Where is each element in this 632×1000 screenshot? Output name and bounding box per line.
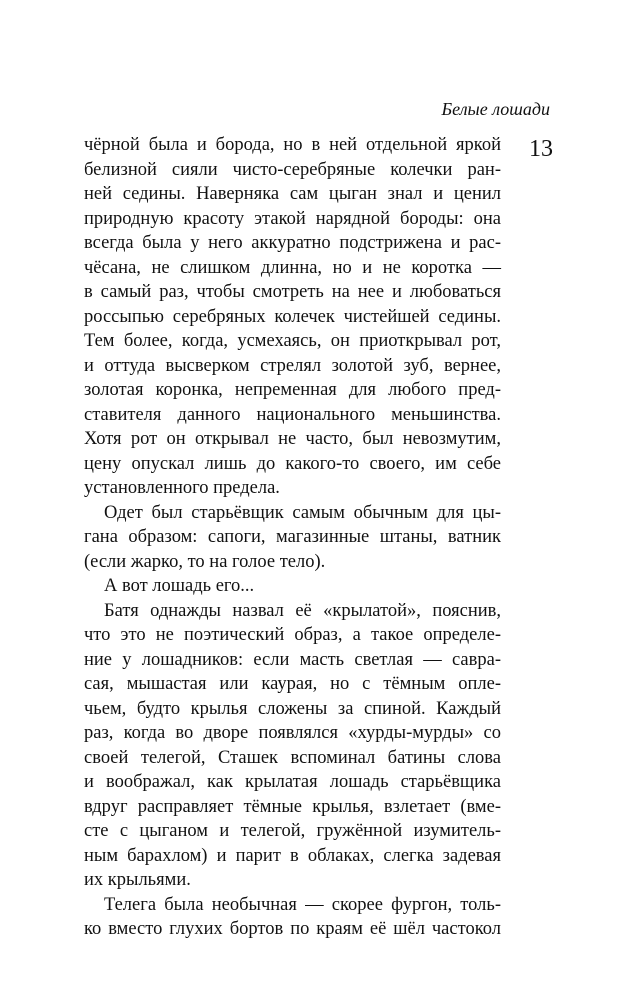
text-line: Хотя рот он открывал не часто, был невозмутим, bbox=[84, 429, 501, 449]
paragraph bbox=[84, 133, 501, 501]
text-line: и воображал, как крылатая лошадь старьёвщика bbox=[84, 772, 501, 792]
text-line: чьем, будто крылья сложены за спиной. Каждый bbox=[84, 698, 501, 719]
text-line: ние у лошадников: если масть светлая — савра- bbox=[84, 649, 501, 670]
paragraph bbox=[84, 599, 501, 893]
text-line: что это не поэтический образ, а такое определе- bbox=[84, 625, 501, 645]
text-line: Одет был старьёвщик самым обычным для цы- bbox=[104, 502, 501, 523]
text-line: ставителя данного национального меньшинства. bbox=[84, 404, 501, 425]
text-line: цену опускал лишь до какого-то своего, им себе bbox=[84, 453, 501, 474]
text-line: в самый раз, чтобы смотреть на нее и любоваться bbox=[84, 282, 501, 302]
text-line: их крыльями. bbox=[84, 870, 191, 890]
text-line: (если жарко, то на голое тело). bbox=[84, 551, 326, 572]
paragraph bbox=[84, 574, 501, 599]
text-line: раз, когда во дворе появлялся «хурды-мурды» со bbox=[84, 723, 501, 743]
text-line: гана образом: сапоги, магазинные штаны, ватник bbox=[84, 527, 501, 547]
paragraph bbox=[84, 893, 501, 942]
text-line: Батя однажды назвал её «крылатой», пояснив, bbox=[104, 600, 501, 621]
text-line: россыпью серебряных колечек чистейшей седины. bbox=[84, 306, 501, 327]
text-line: Тем более, когда, усмехаясь, он приоткрывал рот, bbox=[84, 331, 501, 351]
text-line: ко вместо глухих бортов по краям её шёл частокол bbox=[84, 919, 501, 939]
text-line: вдруг расправляет тёмные крылья, взлетает (вме- bbox=[84, 796, 501, 817]
text-line: и оттуда высверком стрелял золотой зуб, вернее, bbox=[84, 355, 501, 376]
paragraph bbox=[84, 501, 501, 575]
page-number: 13 bbox=[529, 136, 553, 162]
text-line: всегда была у него аккуратно подстрижена и рас- bbox=[84, 233, 501, 253]
text-line: А вот лошадь его... bbox=[104, 576, 255, 596]
text-line: белизной сияли чисто-серебряные колечки ран- bbox=[84, 159, 501, 180]
text-line: чёрной была и борода, но в ней отдельной яркой bbox=[84, 135, 501, 155]
text-line: чёсана, не слишком длинна, но и не коротка — bbox=[84, 257, 501, 278]
text-line: золотая коронка, непременная для любого пред- bbox=[84, 380, 501, 400]
running-head: Белые лошади bbox=[441, 99, 550, 119]
text-line: Телега была необычная — скорее фургон, толь- bbox=[104, 894, 501, 915]
text-line: своей телегой, Сташек вспоминал батины слова bbox=[84, 747, 501, 768]
text-line: ней седины. Наверняка сам цыган знал и ценил bbox=[84, 184, 501, 204]
text-line: установленного предела. bbox=[84, 478, 280, 498]
text-line: сте с цыганом и телегой, гружённой изумитель- bbox=[84, 821, 501, 841]
text-line: ным барахлом) и парит в облаках, слегка задевая bbox=[84, 845, 501, 866]
body-text bbox=[84, 133, 501, 942]
text-line: сая, мышастая или каурая, но с тёмным опле- bbox=[84, 674, 501, 694]
text-line: природную красоту этакой нарядной бороды: она bbox=[84, 208, 501, 229]
